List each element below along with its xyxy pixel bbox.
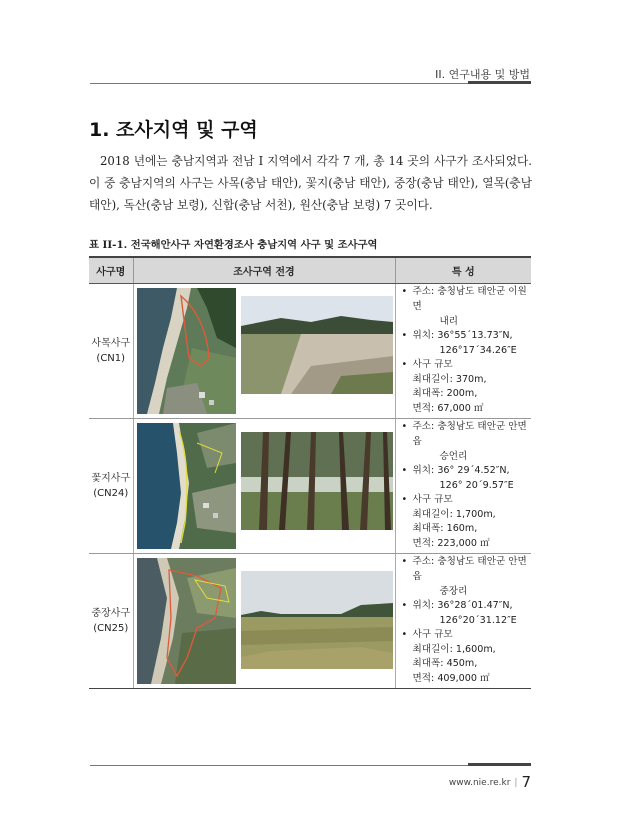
max-width: 최대폭: 200m,: [412, 388, 478, 400]
characteristics-list: [396, 285, 532, 416]
header-rule-accent: [468, 81, 531, 84]
header-site-name: 사구명: [89, 257, 133, 284]
coordinate-line: • 위치: 36°55´13.73″N,: [402, 329, 532, 344]
address-continued: 내리: [439, 315, 459, 327]
satellite-map-image: [137, 423, 236, 549]
max-width: 최대폭: 450m,: [412, 658, 478, 670]
characteristics-cell: [395, 419, 531, 554]
survey-area-table: [89, 256, 531, 689]
site-name-cell: [89, 554, 133, 689]
table-row: [89, 284, 531, 419]
max-length: 최대길이: 1,600m,: [412, 643, 496, 655]
site-code: (CN24): [93, 488, 129, 499]
characteristics-cell: [395, 284, 531, 419]
scale-label: • 사구 규모: [402, 493, 532, 508]
beach-dune-photo: [241, 296, 393, 394]
footer-rule-accent: [468, 763, 531, 766]
footer-rule: [90, 765, 531, 766]
site-name-cell: [89, 419, 133, 554]
header-characteristics: 특 성: [395, 257, 531, 284]
characteristics-cell: [395, 554, 531, 689]
intro-paragraph: 2018 년에는 충남지역과 전남 I 지역에서 각각 7 개, 총 14 곳의 사구가 조사되었다. 이 중 충남지역의 사구는 사목(충남 태안), 꽃지(충남 태안), 중장(충남 태안), 열목(충남 태안), 독산(충남 보령), 신합(충남 서천), 원산(충남 보령) 7 곳이다.: [89, 154, 532, 212]
address-line: • 주소: 충청남도 태안군 이원면: [402, 285, 532, 314]
table-row: [89, 554, 531, 689]
coordinate-continued: 126°17´34.26″E: [439, 344, 517, 356]
site-code: (CN25): [93, 623, 129, 634]
footer-site-link[interactable]: www.nie.re.kr: [448, 778, 511, 788]
table-caption: 표 II-1. 전국해안사구 자연환경조사 충남지역 사구 및 조사구역: [89, 239, 378, 251]
table-row: [89, 419, 531, 554]
max-length: 최대길이: 370m,: [412, 373, 487, 385]
site-name: 꽃지사구: [91, 473, 131, 484]
coordinate-continued: 126°20´31.12″E: [439, 614, 517, 626]
site-name-cell: [89, 284, 133, 419]
pine-forest-photo: [241, 432, 393, 530]
site-code: (CN1): [96, 353, 126, 364]
footer-separator: |: [514, 778, 518, 788]
scale-label: • 사구 규모: [402, 358, 532, 373]
max-length: 최대길이: 1,700m,: [412, 508, 496, 520]
header-survey-view: 조사구역 전경: [133, 257, 395, 284]
characteristics-list: [396, 420, 532, 551]
header-rule: [90, 83, 531, 84]
site-name: 중장사구: [91, 608, 131, 619]
address-continued: 승언리: [439, 450, 468, 462]
survey-view-cell: [133, 284, 395, 419]
section-title: 1. 조사지역 및 구역: [89, 119, 258, 141]
address-line: • 주소: 충청남도 태안군 안면읍: [402, 555, 532, 584]
page-footer: [380, 773, 531, 793]
site-name: 사목사구: [91, 338, 131, 349]
survey-view-cell: [133, 419, 395, 554]
coordinate-line: • 위치: 36°28´01.47″N,: [402, 599, 532, 614]
coordinate-continued: 126° 20´9.57″E: [439, 479, 514, 491]
scale-label: • 사구 규모: [402, 628, 532, 643]
characteristics-list: [396, 555, 532, 686]
grassland-dune-photo: [241, 571, 393, 669]
area: 면적: 223,000 ㎡: [412, 538, 490, 550]
running-header: II. 연구내용 및 방법: [435, 68, 530, 81]
address-line: • 주소: 충청남도 태안군 안면읍: [402, 420, 532, 449]
coordinate-line: • 위치: 36° 29´4.52″N,: [402, 464, 532, 479]
area: 면적: 409,000 ㎡: [412, 673, 490, 685]
table-header-row: [89, 257, 531, 284]
address-continued: 중장리: [439, 585, 468, 597]
survey-view-cell: [133, 554, 395, 689]
satellite-map-image: [137, 558, 236, 684]
page-number: 7: [521, 773, 531, 791]
area: 면적: 67,000 ㎡: [412, 403, 484, 415]
satellite-map-image: [137, 288, 236, 414]
max-width: 최대폭: 160m,: [412, 523, 478, 535]
